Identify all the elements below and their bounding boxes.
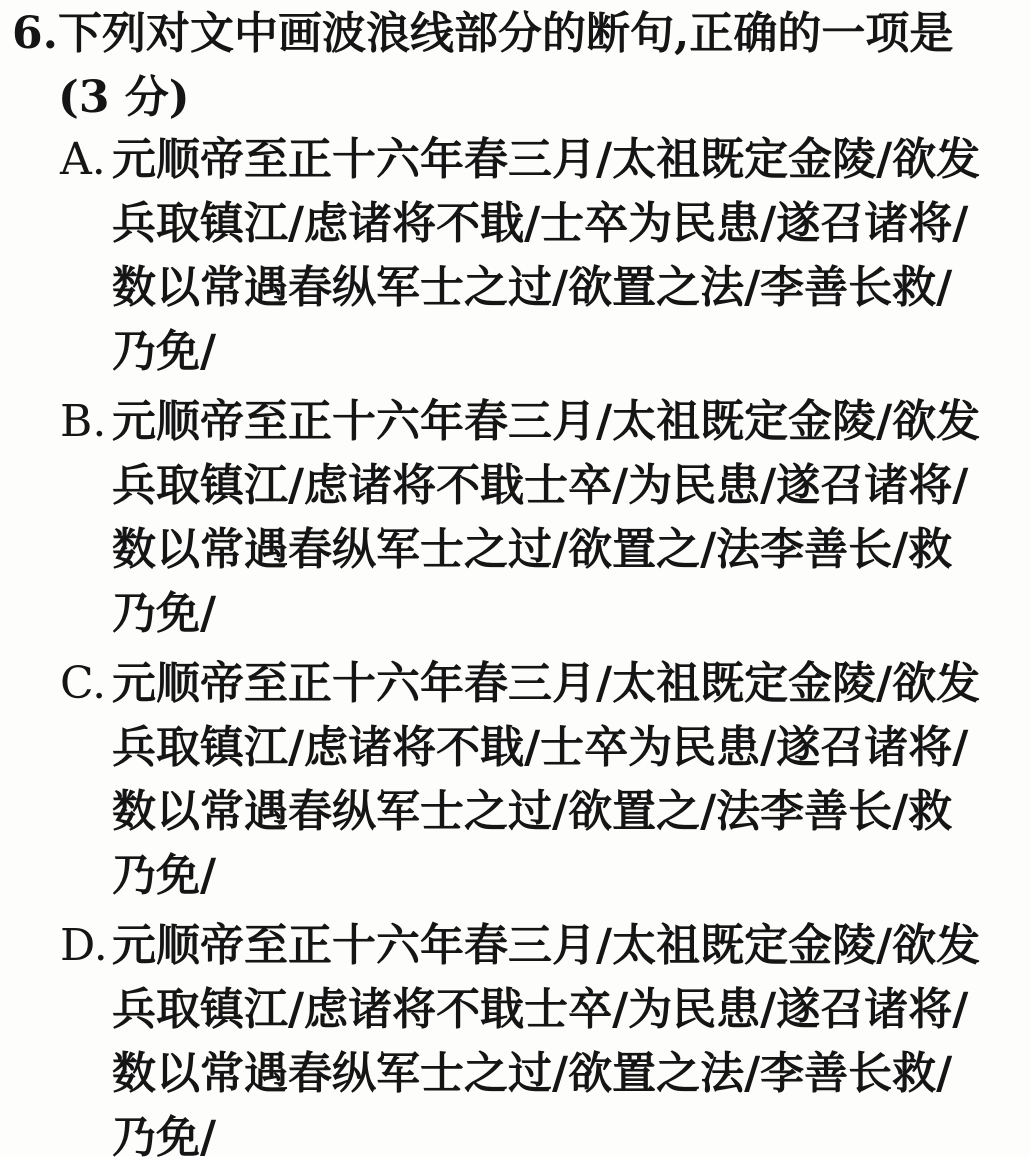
question-stem (12, 2, 1022, 130)
option-b[interactable] (60, 390, 1020, 646)
option-text: 兵取镇江/虑诸将不戢/士卒为民患/遂召诸将/ (112, 198, 969, 249)
option-d[interactable] (60, 914, 1020, 1170)
option-letter: C. (60, 658, 107, 709)
option-a[interactable] (60, 128, 1020, 384)
question-score: (3 分) (58, 72, 190, 123)
option-c[interactable] (60, 652, 1020, 908)
option-text: 兵取镇江/虑诸将不戢/士卒为民患/遂召诸将/ (112, 722, 969, 773)
option-text: 元顺帝至正十六年春三月/太祖既定金陵/欲发 (112, 658, 981, 709)
option-line (60, 390, 1020, 454)
question-text: 下列对文中画波浪线部分的断句,正确的一项是 (58, 8, 954, 59)
option-line (60, 914, 1020, 978)
option-letter: B. (60, 396, 107, 447)
option-text: 数以常遇春纵军士之过/欲置之/法李善长/救 (112, 786, 953, 837)
option-line (60, 128, 1020, 192)
option-text: 数以常遇春纵军士之过/欲置之法/李善长救/ (112, 262, 953, 313)
question-number: 6. (12, 8, 58, 59)
option-text: 兵取镇江/虑诸将不戢士卒/为民患/遂召诸将/ (112, 460, 969, 511)
option-text: 乃免/ (112, 326, 217, 377)
option-text: 兵取镇江/虑诸将不戢士卒/为民患/遂召诸将/ (112, 984, 969, 1035)
option-line (60, 652, 1020, 716)
option-text: 乃免/ (112, 1112, 217, 1163)
option-text: 元顺帝至正十六年春三月/太祖既定金陵/欲发 (112, 396, 981, 447)
option-text: 乃免/ (112, 850, 217, 901)
option-text: 元顺帝至正十六年春三月/太祖既定金陵/欲发 (112, 920, 981, 971)
option-text: 乃免/ (112, 588, 217, 639)
option-letter: D. (60, 920, 108, 971)
option-text: 元顺帝至正十六年春三月/太祖既定金陵/欲发 (112, 134, 981, 185)
option-text: 数以常遇春纵军士之过/欲置之/法李善长/救 (112, 524, 953, 575)
option-letter: A. (60, 134, 106, 185)
option-text: 数以常遇春纵军士之过/欲置之法/李善长救/ (112, 1048, 953, 1099)
question-stem-line (12, 2, 1022, 66)
